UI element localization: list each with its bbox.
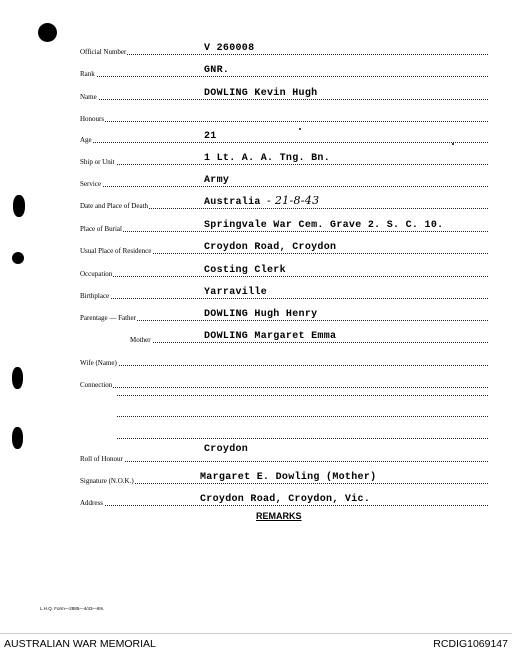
birthplace-row: [80, 286, 488, 300]
service-value: Army: [204, 175, 230, 186]
punch-hole-middle: [12, 252, 24, 264]
punch-hole-upper: [13, 195, 25, 217]
dotted-line: [80, 164, 488, 165]
honours-label: Honours: [80, 115, 105, 123]
official-number-value: V 260008: [204, 43, 255, 54]
roll-of-honour-value: Croydon: [204, 444, 249, 455]
mother-row: [130, 330, 488, 344]
ship-or-unit-label: Ship or Unit: [80, 158, 115, 166]
signature-label: Signature (N.O.K.): [80, 477, 134, 485]
death-value: [204, 195, 319, 208]
mother-label: Mother: [130, 336, 151, 344]
birthplace-value: Yarraville: [204, 287, 268, 298]
name-row: [80, 87, 488, 101]
residence-value: Croydon Road, Croydon: [204, 242, 337, 253]
footer-record-id: RCDIG1069147: [433, 638, 508, 650]
honours-row: [80, 109, 488, 123]
official-number-label: Official Number: [80, 48, 127, 56]
punch-hole-top: [38, 23, 57, 42]
burial-label: Place of Burial: [80, 225, 122, 233]
dotted-line: [80, 505, 488, 506]
archive-footer: [0, 633, 512, 655]
dotted-line: [80, 142, 488, 143]
roll-of-honour-label: Roll of Honour: [80, 455, 123, 463]
age-value: 21: [204, 131, 217, 142]
wife-label: Wife (Name): [80, 359, 117, 367]
address-value: Croydon Road, Croydon, Vic.: [200, 494, 371, 505]
death-date-handwritten: - 21-8-43: [267, 194, 320, 207]
father-row: [80, 308, 488, 322]
father-value: DOWLING Hugh Henry: [204, 309, 318, 320]
name-label: Name: [80, 93, 97, 101]
dotted-line: [80, 231, 488, 232]
dotted-line: [80, 54, 488, 55]
dotted-line: [80, 320, 488, 321]
dotted-line: [80, 298, 488, 299]
roll-of-honour-row: [80, 444, 488, 463]
service-label: Service: [80, 180, 101, 188]
father-label: Parentage — Father: [80, 314, 136, 322]
wife-row: [80, 353, 488, 367]
remarks-heading: REMARKS: [256, 511, 302, 521]
rank-label: Rank: [80, 70, 95, 78]
death-row: [80, 196, 488, 210]
official-number-row: [80, 42, 488, 56]
dotted-line: [80, 461, 488, 462]
mother-value: DOWLING Margaret Emma: [204, 331, 337, 342]
punch-hole-lower: [12, 367, 23, 389]
name-value: DOWLING Kevin Hugh: [204, 88, 318, 99]
occupation-label: Occupation: [80, 270, 113, 278]
connection-row: [80, 375, 488, 389]
death-place: Australia: [204, 197, 261, 208]
dotted-line: [130, 342, 488, 343]
connection-extra-line: [117, 394, 488, 396]
connection-extra-line: [117, 415, 488, 417]
burial-value: Springvale War Cem. Grave 2. S. C. 10.: [204, 220, 444, 231]
dotted-line: [80, 365, 488, 366]
connection-extra-line: [117, 437, 488, 439]
rank-row: [80, 64, 488, 78]
footer-institution: AUSTRALIAN WAR MEMORIAL: [4, 638, 156, 650]
punch-hole-bottom: [12, 427, 23, 449]
connection-label: Connection: [80, 381, 113, 389]
signature-value: Margaret E. Dowling (Mother): [200, 472, 377, 483]
signature-row: [80, 471, 488, 485]
dotted-line: [80, 121, 488, 122]
age-label: Age: [80, 136, 92, 144]
death-label: Date and Place of Death: [80, 202, 149, 210]
occupation-row: [80, 264, 488, 278]
residence-label: Usual Place of Residence: [80, 247, 152, 255]
age-row: [80, 130, 488, 144]
birthplace-label: Birthplace: [80, 292, 110, 300]
dotted-line: [80, 76, 488, 77]
address-row: [80, 493, 488, 507]
dotted-line: [80, 387, 488, 388]
ship-or-unit-value: 1 Lt. A. A. Tng. Bn.: [204, 153, 331, 164]
dotted-line: [80, 186, 488, 187]
rank-value: GNR.: [204, 65, 230, 76]
dotted-line: [80, 276, 488, 277]
dotted-line: [80, 99, 488, 100]
ship-or-unit-row: [80, 152, 488, 166]
dotted-line: [80, 483, 488, 484]
address-label: Address: [80, 499, 103, 507]
form-reference: L.H.Q. Form—2885—4/43—8m.: [40, 606, 105, 611]
service-row: [80, 174, 488, 188]
residence-row: [80, 241, 488, 255]
burial-row: [80, 219, 488, 233]
occupation-value: Costing Clerk: [204, 265, 286, 276]
